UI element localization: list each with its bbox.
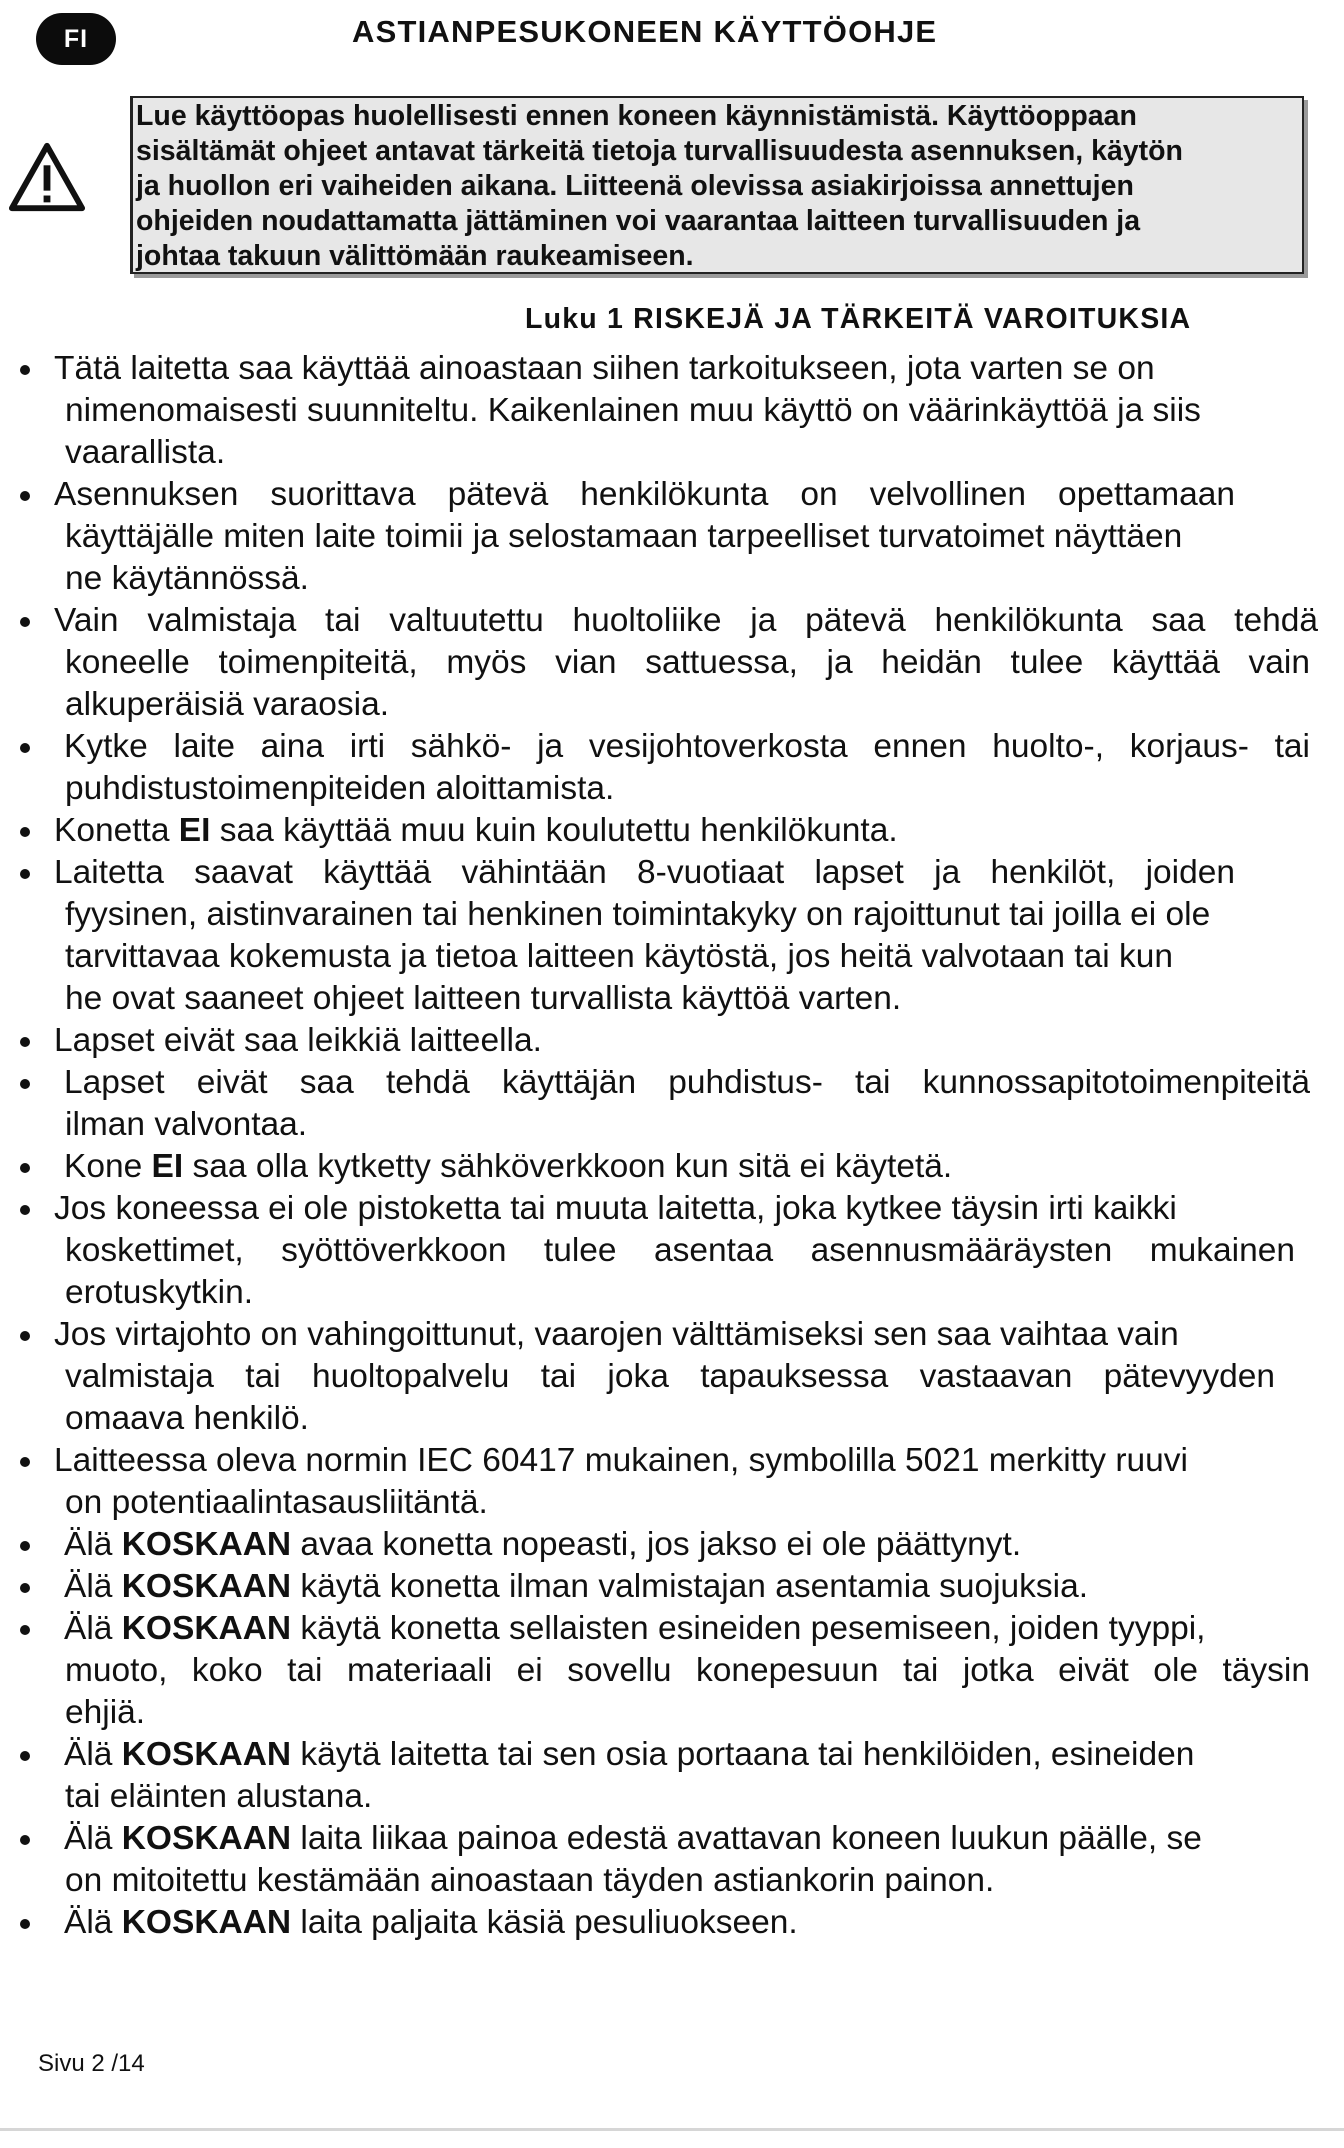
item-line bbox=[0, 1902, 1318, 1944]
bullet-icon bbox=[20, 743, 30, 753]
bullet-icon bbox=[20, 1079, 30, 1089]
item-line: erotuskytkin. bbox=[65, 1274, 254, 1311]
bullet-icon bbox=[20, 1037, 30, 1047]
warning-line: johtaa takuun välittömään raukeamiseen. bbox=[136, 240, 694, 272]
list-item bbox=[0, 1818, 1318, 1902]
item-line: ne käytännössä. bbox=[65, 560, 309, 597]
list-item bbox=[0, 600, 1318, 726]
item-line: he ovat saaneet ohjeet laitteen turvallista käyttöä varten. bbox=[65, 980, 902, 1017]
emphasis-text: KOSKAAN bbox=[121, 1820, 292, 1857]
item-line: muoto, koko tai materiaali ei sovellu konepesuun tai jotka eivät ole täysin bbox=[65, 1652, 1310, 1689]
item-line bbox=[0, 1146, 1318, 1188]
item-text: Älä bbox=[64, 1568, 122, 1605]
item-text: käytä konetta sellaisten esineiden pesemiseen, joiden tyyppi, bbox=[291, 1610, 1206, 1647]
item-line: Lapset eivät saa tehdä käyttäjän puhdistus- tai kunnossapitotoimenpiteitä bbox=[64, 1064, 1310, 1101]
list-item bbox=[0, 1524, 1318, 1566]
list-item bbox=[0, 1188, 1318, 1314]
list-item bbox=[0, 1062, 1318, 1146]
list-item bbox=[0, 1608, 1318, 1734]
item-line: koskettimet, syöttöverkkoon tulee asentaa asennusmääräysten mukainen bbox=[65, 1232, 1295, 1269]
item-line: nimenomaisesti suunniteltu. Kaikenlainen muu käyttö on väärinkäyttöä ja siis bbox=[65, 392, 1201, 429]
item-line bbox=[0, 1524, 1318, 1566]
emphasis-text: KOSKAAN bbox=[121, 1736, 292, 1773]
list-item bbox=[0, 1314, 1318, 1440]
item-line: Laitteessa oleva normin IEC 60417 mukainen, symbolilla 5021 merkitty ruuvi bbox=[54, 1442, 1188, 1479]
page-bottom-rule bbox=[0, 2128, 1344, 2131]
emphasis-text: KOSKAAN bbox=[121, 1568, 292, 1605]
bullet-icon bbox=[20, 1919, 30, 1929]
emphasis-text: KOSKAAN bbox=[121, 1610, 292, 1647]
safety-list bbox=[0, 348, 1344, 1944]
bullet-icon bbox=[20, 617, 30, 627]
item-line: alkuperäisiä varaosia. bbox=[65, 686, 390, 723]
bullet-icon bbox=[20, 1541, 30, 1551]
item-text: Älä bbox=[64, 1820, 122, 1857]
warning-box bbox=[130, 96, 1304, 274]
item-line: on mitoitettu kestämään ainoastaan täyden astiankorin painon. bbox=[65, 1862, 995, 1899]
bullet-icon bbox=[20, 869, 30, 879]
item-line: Kytke laite aina irti sähkö- ja vesijohtoverkosta ennen huolto-, korjaus- tai bbox=[64, 728, 1310, 765]
item-line: Asennuksen suorittava pätevä henkilökunta on velvollinen opettamaan bbox=[54, 476, 1235, 513]
item-line: ehjiä. bbox=[65, 1694, 146, 1731]
bullet-icon bbox=[20, 1835, 30, 1845]
item-line: Tätä laitetta saa käyttää ainoastaan siihen tarkoitukseen, jota varten se on bbox=[54, 350, 1155, 387]
item-line: koneelle toimenpiteitä, myös vian sattuessa, ja heidän tulee käyttää vain bbox=[65, 644, 1310, 681]
item-line: Jos virtajohto on vahingoittunut, vaarojen välttämiseksi sen saa vaihtaa vain bbox=[54, 1316, 1179, 1353]
bullet-icon bbox=[20, 1205, 30, 1215]
list-item bbox=[0, 852, 1318, 1020]
item-line bbox=[0, 1608, 1318, 1650]
warning-triangle-icon bbox=[8, 138, 86, 216]
item-text: Älä bbox=[64, 1736, 122, 1773]
list-item bbox=[0, 1902, 1318, 1944]
item-text: saa olla kytketty sähköverkkoon kun sitä ei käytetä. bbox=[183, 1148, 953, 1185]
page-number: Sivu 2 /14 bbox=[38, 2050, 145, 2077]
item-line: käyttäjälle miten laite toimii ja selostamaan tarpeelliset turvatoimet näyttäen bbox=[65, 518, 1183, 555]
bullet-icon bbox=[20, 1331, 30, 1341]
warning-line: ohjeiden noudattamatta jättäminen voi vaarantaa laitteen turvallisuuden ja bbox=[136, 205, 1141, 237]
item-line: omaava henkilö. bbox=[65, 1400, 309, 1437]
item-text: Konetta bbox=[54, 812, 179, 849]
bullet-icon bbox=[20, 1751, 30, 1761]
item-text: saa käyttää muu kuin koulutettu henkilökunta. bbox=[210, 812, 898, 849]
chapter-heading: Luku 1 RISKEJÄ JA TÄRKEITÄ VAROITUKSIA bbox=[525, 303, 1192, 335]
item-line: Vain valmistaja tai valtuutettu huoltoliike ja pätevä henkilökunta saa tehdä bbox=[54, 602, 1318, 639]
item-line: vaarallista. bbox=[65, 434, 226, 471]
item-line: ilman valvontaa. bbox=[65, 1106, 308, 1143]
item-line: valmistaja tai huoltopalvelu tai joka tapauksessa vastaavan pätevyyden bbox=[65, 1358, 1275, 1395]
document-title: ASTIANPESUKONEEN KÄYTTÖOHJE bbox=[352, 14, 938, 49]
item-line bbox=[0, 1734, 1318, 1776]
item-text: käytä laitetta tai sen osia portaana tai henkilöiden, esineiden bbox=[291, 1736, 1195, 1773]
item-text: avaa konetta nopeasti, jos jakso ei ole päättynyt. bbox=[291, 1526, 1022, 1563]
bullet-icon bbox=[20, 1625, 30, 1635]
list-item bbox=[0, 348, 1318, 474]
list-item bbox=[0, 810, 1318, 852]
list-item bbox=[0, 1146, 1318, 1188]
warning-line: ja huollon eri vaiheiden aikana. Liitteenä olevissa asiakirjoissa annettujen bbox=[136, 170, 1134, 202]
item-line bbox=[0, 1566, 1318, 1608]
item-text: Älä bbox=[64, 1610, 122, 1647]
bullet-icon bbox=[20, 827, 30, 837]
item-text: käytä konetta ilman valmistajan asentamia suojuksia. bbox=[291, 1568, 1089, 1605]
item-line: Laitetta saavat käyttää vähintään 8-vuotiaat lapset ja henkilöt, joiden bbox=[54, 854, 1235, 891]
item-line bbox=[0, 810, 1318, 852]
emphasis-text: KOSKAAN bbox=[121, 1904, 292, 1941]
bullet-icon bbox=[20, 1583, 30, 1593]
item-line: Lapset eivät saa leikkiä laitteella. bbox=[54, 1022, 542, 1059]
item-line: tai eläinten alustana. bbox=[65, 1778, 373, 1815]
item-line: Jos koneessa ei ole pistoketta tai muuta laitetta, joka kytkee täysin irti kaikki bbox=[54, 1190, 1177, 1227]
item-text: Älä bbox=[64, 1904, 122, 1941]
item-text: laita paljaita käsiä pesuliuokseen. bbox=[291, 1904, 798, 1941]
emphasis-text: EI bbox=[178, 812, 211, 849]
list-item bbox=[0, 726, 1318, 810]
item-text: Älä bbox=[64, 1526, 122, 1563]
list-item bbox=[0, 1440, 1318, 1524]
emphasis-text: EI bbox=[151, 1148, 184, 1185]
bullet-icon bbox=[20, 1163, 30, 1173]
list-item bbox=[0, 1020, 1318, 1062]
bullet-icon bbox=[20, 365, 30, 375]
list-item bbox=[0, 1734, 1318, 1818]
list-item bbox=[0, 474, 1318, 600]
list-item bbox=[0, 1566, 1318, 1608]
warning-line: sisältämät ohjeet antavat tärkeitä tietoja turvallisuudesta asennuksen, käytön bbox=[136, 135, 1183, 167]
item-line: puhdistustoimenpiteiden aloittamista. bbox=[65, 770, 615, 807]
warning-line: Lue käyttöopas huolellisesti ennen koneen käynnistämistä. Käyttöoppaan bbox=[136, 100, 1137, 132]
bullet-icon bbox=[20, 1457, 30, 1467]
bullet-icon bbox=[20, 491, 30, 501]
item-text: Kone bbox=[64, 1148, 152, 1185]
emphasis-text: KOSKAAN bbox=[121, 1526, 292, 1563]
item-line: on potentiaalintasausliitäntä. bbox=[65, 1484, 488, 1521]
item-line: fyysinen, aistinvarainen tai henkinen toimintakyky on rajoittunut tai joilla ei ole bbox=[65, 896, 1211, 933]
item-text: laita liikaa painoa edestä avattavan koneen luukun päälle, se bbox=[291, 1820, 1202, 1857]
item-line: tarvittavaa kokemusta ja tietoa laitteen käytöstä, jos heitä valvotaan tai kun bbox=[65, 938, 1173, 975]
item-line bbox=[0, 1818, 1318, 1860]
language-badge: FI bbox=[36, 13, 116, 65]
